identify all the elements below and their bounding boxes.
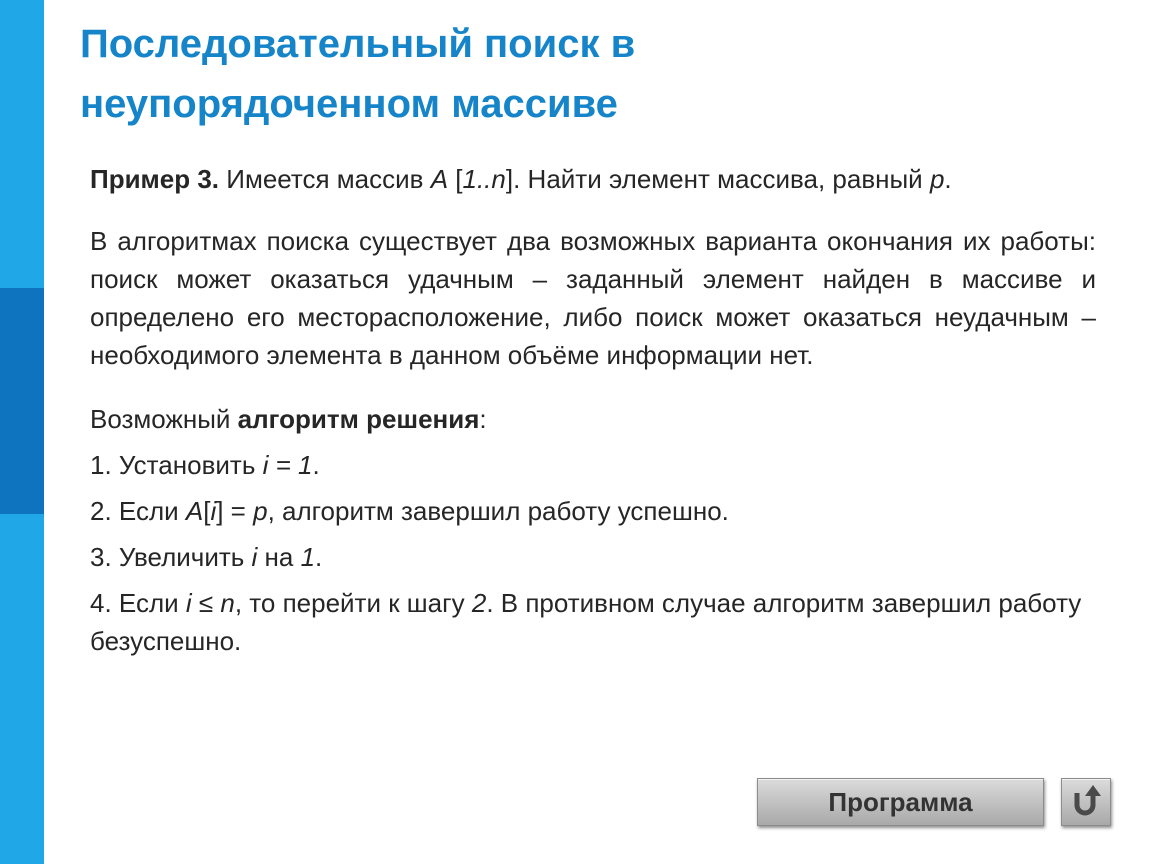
step-formula: 1 xyxy=(300,542,316,572)
step-formula: p xyxy=(253,496,268,526)
step-formula: i = 1 xyxy=(262,450,313,480)
punctuation: : xyxy=(479,404,487,434)
algorithm-step-3 xyxy=(90,538,1096,576)
bracket: [ xyxy=(448,164,463,194)
algorithm-intro xyxy=(90,400,1096,438)
punctuation: . xyxy=(312,450,320,480)
step-text: , то перейти к шагу xyxy=(234,588,472,618)
step-text: ] = xyxy=(216,496,254,526)
step-text: [ xyxy=(203,496,211,526)
array-name: A xyxy=(430,164,449,194)
example-label: Пример 3. xyxy=(90,164,220,194)
slide-title xyxy=(80,14,1100,134)
program-button[interactable] xyxy=(757,778,1044,826)
slide-content xyxy=(90,160,1096,668)
punctuation: . xyxy=(315,542,323,572)
program-button-label: Программа xyxy=(828,786,973,817)
step-formula: i ≤ n xyxy=(185,588,235,618)
step-text: . В противном случае алгоритм завершил работу безуспешно. xyxy=(90,588,1082,656)
algorithm-step-1 xyxy=(90,446,1096,484)
punctuation: . xyxy=(944,164,952,194)
step-formula: i xyxy=(210,496,217,526)
description-paragraph: В алгоритмах поиска существует два возможных варианта окончания их работы: поиск может оказаться удачным – заданный элемент найден в массиве и определено его месторасположение, либо поиск может оказаться неудачным – необходимого элемента в данном объёме информации нет. xyxy=(90,226,1096,370)
example-statement xyxy=(90,160,1096,198)
algorithm-step-2 xyxy=(90,492,1096,530)
step-text: , алгоритм завершил работу успешно. xyxy=(267,496,729,526)
step-text: 4. Если xyxy=(90,588,186,618)
array-range: 1..n xyxy=(462,164,506,194)
example-text: ]. Найти элемент массива, равный xyxy=(505,164,930,194)
slide-title-line1: Последовательный поиск в xyxy=(80,22,636,66)
step-formula: A xyxy=(185,496,204,526)
slide-title-line2: неупорядоченном массиве xyxy=(80,82,618,126)
step-formula: i xyxy=(251,542,258,572)
step-text: 2. Если xyxy=(90,496,186,526)
step-text: 1. Установить xyxy=(90,450,263,480)
step-text: на xyxy=(257,542,301,572)
sidebar-accent-dark xyxy=(0,288,44,514)
target-value: p xyxy=(929,164,945,194)
step-text: 3. Увеличить xyxy=(90,542,252,572)
intro-bold: алгоритм решения xyxy=(237,404,480,434)
algorithm-step-4 xyxy=(90,584,1096,660)
step-formula: 2 xyxy=(471,588,487,618)
intro-text: Возможный xyxy=(90,404,238,434)
return-arrow-icon xyxy=(1069,783,1103,822)
example-text: Имеется массив xyxy=(219,164,431,194)
back-button[interactable] xyxy=(1061,778,1111,826)
